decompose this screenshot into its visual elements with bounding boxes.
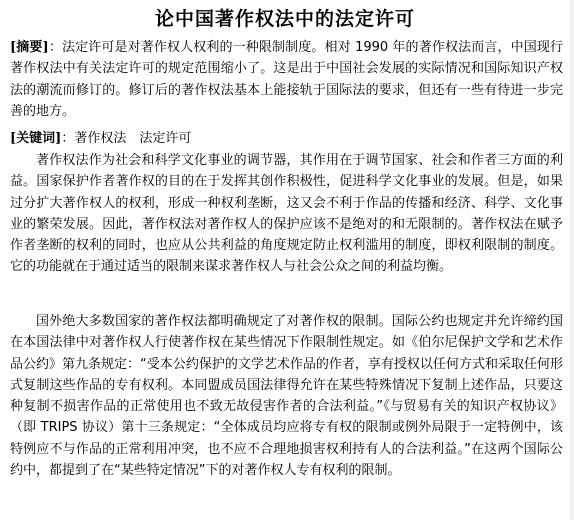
abstract-text: ：法定许可是对著作权人权利的一种限制制度。相对 1990 年的著作权法而言，中国现行著作权法中有关法定许可的规定范围缩小了。这是出于中国社会发展的实际情况和国际知识产权法的潮流而修订的。修订后的著作权法基本上能接轨于国际法的要求，但还有一些有待进一步完善的地方。 — [10, 40, 563, 119]
document-title: 论中国著作权法中的法定许可 — [154, 8, 415, 30]
window-edge-divider — [570, 0, 574, 520]
abstract-paragraph — [10, 37, 563, 122]
keywords-line — [10, 128, 563, 149]
body-paragraph-1: 著作权法作为社会和科学文化事业的调节器，其作用在于调节国家、社会和作者三方面的利益。国家保护作者著作权的目的在于发挥其创作积极性，促进科学文化事业的发展。但是，如果过分扩大著作权人的权利，形成一种权利垄断，这又会不利于作品的传播和经济、科学、文化事业的繁荣发展。因此，著作权法对著作权人的保护应该不是绝对的和无限制的。著作权法在赋予作者垄断的权利的同时，也应从公共利益的角度规定防止权利滥用的制度，即权利限制的制度。它的功能就在于通过适当的限制来谋求著作权人与社会公众之间的利益均衡。 — [10, 153, 563, 275]
body-paragraph-2: 国外绝大多数国家的著作权法都明确规定了对著作权的限制。国际公约也规定并允许缔约国在本国法律中对著作权人行使著作权在某些情况下作限制性规定。如《伯尔尼保护文学和艺术作品公约》第九条规定：“受本公约保护的文学艺术作品的作者，享有授权以任何方式和采取任何形式复制这些作品的专有权利。本同盟成员国法律得允许在某些特殊情况下复制上述作品，只要这种复制不损害作品的正常使用也不致无故侵害作者的合法利益。”《与贸易有关的知识产权协议》（即 TRIPS 协议）第十三条规定：“全体成员均应将专有权的限制或例外局限于一定特例中，该特例应不与作品的正常利用冲突，也不应不合理地损害权利持有人的合法利益。”在这两个国际公约中，都提到了在“某些特定情况”下的对著作权人专有权利的限制。 — [10, 314, 563, 479]
keywords-text: ：著作权法 法定许可 — [61, 131, 192, 146]
abstract-tag: [摘要] — [10, 40, 49, 55]
keywords-tag: [关键词] — [10, 131, 62, 146]
